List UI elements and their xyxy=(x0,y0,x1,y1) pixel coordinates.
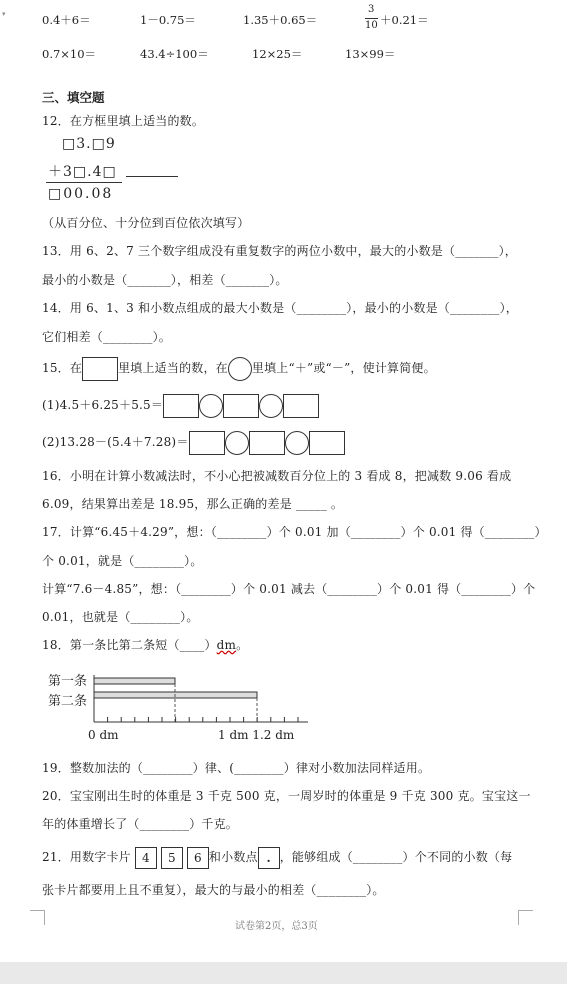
answer-box-icon[interactable] xyxy=(189,431,225,455)
question-21-part-b: 和小数点 xyxy=(208,850,258,864)
question-15-part-b: 里填上适当的数，在 xyxy=(118,361,228,375)
digit-card: 4 xyxy=(135,847,157,869)
sub1-expression: (1)4.5＋6.25＋5.5＝ xyxy=(42,398,164,412)
unit-dm: dm xyxy=(216,638,237,652)
answer-box-icon[interactable] xyxy=(249,431,285,455)
question-14-line1: 14．用 6、1、3 和小数点组成的最大小数是（________），最小的小数是（________）， xyxy=(42,301,519,315)
bar-first xyxy=(94,678,175,684)
addition-line-2: ＋3□.4□ xyxy=(48,164,117,180)
answer-box-icon[interactable] xyxy=(309,431,345,455)
question-21-line2: 张卡片都要用上且不重复），最大的与最小的相差（________）。 xyxy=(42,883,385,897)
operator-circle-icon[interactable] xyxy=(285,431,309,455)
question-13-line1: 13．用 6、2、7 三个数字组成没有重复数字的两位小数中，最大的小数是（_______）， xyxy=(42,244,518,258)
question-12: 12．在方框里填上适当的数。 xyxy=(42,114,205,128)
viewer-bottom-bar xyxy=(0,962,567,984)
answer-box-icon xyxy=(82,357,118,381)
question-17-line1: 17．计算“6.45＋4.29”，想：（________）个 0.01 加（________）个 0.01 得（________） xyxy=(42,525,547,539)
page-corner-mark xyxy=(30,910,45,925)
question-17-line2: 个 0.01，就是（________）。 xyxy=(42,554,203,568)
question-18-end: 。 xyxy=(236,638,249,652)
question-21-part-a: 21．用数字卡片 xyxy=(42,850,131,864)
calc-item: ＋0.21＝ xyxy=(380,13,429,27)
question-13-line2: 最小的小数是（_______），相差（_______）。 xyxy=(42,273,288,287)
calc-item: 12×25＝ xyxy=(252,47,303,61)
segment-diagram xyxy=(90,672,315,728)
tick-label-0: 0 dm xyxy=(88,728,119,742)
answer-blank xyxy=(126,176,178,177)
question-16-line1: 16．小明在计算小数减法时，不小心把被减数百分位上的 3 看成 8，把减数 9.06 看成 xyxy=(42,469,512,483)
calc-item: 43.4÷100＝ xyxy=(140,47,209,61)
calc-item: 1－0.75＝ xyxy=(140,13,196,27)
digit-card: 5 xyxy=(161,847,183,869)
question-21-line1 xyxy=(42,845,512,869)
sub2-expression: (2)13.28－(5.4＋7.28)＝ xyxy=(42,435,189,449)
question-14-line2: 它们相差（________）。 xyxy=(42,330,172,344)
page-footer: 试卷第2页，总3页 xyxy=(235,921,318,932)
question-12-note: （从百分位、十分位到百位依次填写） xyxy=(42,216,250,230)
operator-circle-icon[interactable] xyxy=(199,394,223,418)
question-20-line2: 年的体重增长了（________）千克。 xyxy=(42,817,239,831)
bar-label-1: 第一条 xyxy=(48,674,88,689)
fraction-bar xyxy=(365,18,378,19)
question-21-part-c: ，能够组成（________）个不同的小数（每 xyxy=(279,850,513,864)
question-15-sub2 xyxy=(42,430,345,455)
page-corner-mark xyxy=(518,910,533,925)
addition-line-1: □3.□9 xyxy=(62,136,116,152)
question-20-line1: 20．宝宝刚出生时的体重是 3 千克 500 克，一周岁时的体重是 9 千克 300 克。宝宝这一 xyxy=(42,789,531,803)
operator-circle-icon xyxy=(228,357,252,381)
collapse-marker: ▾ xyxy=(2,10,6,18)
question-15-part-c: 里填上“＋”或“－”，使计算简便。 xyxy=(251,361,436,375)
question-18-text: 18．第一条比第二条短（____） xyxy=(42,638,217,652)
section-title: 三、填空题 xyxy=(42,90,105,105)
decimal-point-card: . xyxy=(258,847,280,869)
answer-box-icon[interactable] xyxy=(223,394,259,418)
question-15 xyxy=(42,356,436,381)
question-17-line3: 计算“7.6－4.85”，想：（________）个 0.01 减去（________）个 0.01 得（________）个 xyxy=(42,582,536,596)
fraction-denominator: 10 xyxy=(365,20,378,31)
bar-label-2: 第二条 xyxy=(48,694,88,709)
calc-item: 1.35＋0.65＝ xyxy=(243,13,318,27)
fraction-numerator: 3 xyxy=(368,4,375,15)
calc-item: 0.7×10＝ xyxy=(42,47,97,61)
question-15-sub1 xyxy=(42,393,319,418)
question-19: 19．整数加法的（________）律、(________）律对小数加法同样适用。 xyxy=(42,761,431,775)
tick-label-1: 1 dm 1.2 dm xyxy=(218,728,295,742)
answer-box-icon[interactable] xyxy=(163,394,199,418)
addition-rule xyxy=(46,182,122,183)
question-16-line2: 6.09，结果算出差是 18.95，那么正确的差是 _____ 。 xyxy=(42,497,344,511)
calc-item: 0.4＋6＝ xyxy=(42,13,91,27)
answer-box-icon[interactable] xyxy=(283,394,319,418)
question-15-part-a: 15．在 xyxy=(42,361,83,375)
operator-circle-icon[interactable] xyxy=(225,431,249,455)
operator-circle-icon[interactable] xyxy=(259,394,283,418)
axis-ticks xyxy=(94,717,298,722)
question-17-line4: 0.01，也就是（________）。 xyxy=(42,610,199,624)
question-18 xyxy=(42,636,248,653)
digit-card: 6 xyxy=(187,847,209,869)
addition-line-3: □00.08 xyxy=(48,186,114,202)
calc-item: 13×99＝ xyxy=(345,47,396,61)
